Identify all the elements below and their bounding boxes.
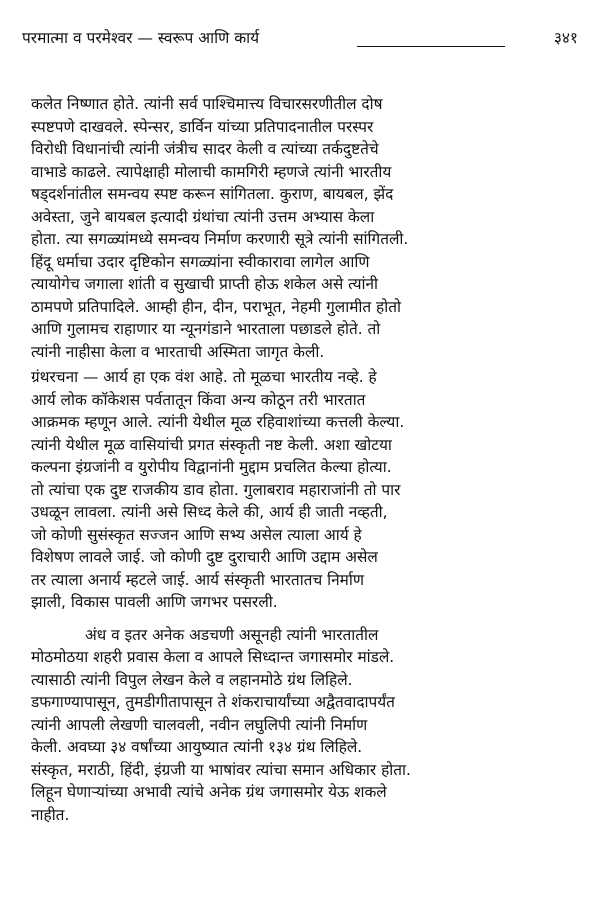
header-rule: [357, 46, 505, 47]
text-line: त्यांनी आपली लेखणी चालवली, नवीन लघुलिपी त्यांनी निर्माण: [31, 715, 368, 734]
text-line: जो कोणी सुसंस्कृत सज्जन आणि सभ्य असेल त्याला आर्य हे: [31, 525, 362, 544]
text-line: तो त्यांचा एक दुष्ट राजकीय डाव होता. गुलाबराव महाराजांनी तो पार: [31, 480, 401, 499]
text-line: आणि गुलामच राहाणार या न्यूनगंडाने भारताला पछाडले होते. तो: [31, 320, 381, 338]
text-line: तर त्याला अनार्य म्हटले जाई. आर्य संस्कृती भारतातच निर्माण: [31, 570, 364, 589]
text-line: विशेषण लावले जाई. जो कोणी दुष्ट दुराचारी आणि उद्दाम असेल: [31, 548, 378, 566]
text-line: अंध व इतर अनेक अडचणी असूनही त्यांनी भारतातील: [85, 625, 379, 644]
paragraph: [31, 366, 579, 614]
text-line: कलेत निष्णात होते. त्यांनी सर्व पाश्चिमात्त्य विचारसरणीतील दोष: [31, 95, 383, 113]
running-head: [22, 27, 578, 53]
text-line: झाली, विकास पावली आणि जगभर पसरली.: [31, 593, 278, 611]
text-line: आक्रमक म्हणून आले. त्यांनी येथील मूळ रहिवाशांच्या कत्तली केल्या.: [31, 413, 405, 431]
text-line: त्यासाठी त्यांनी विपुल लेखन केले व लहानमोठे ग्रंथ लिहिले.: [31, 670, 353, 689]
text-line: आर्य लोक कॉकेशस पर्वतातून किंवा अन्य कोठून तरी भारतात: [31, 390, 366, 409]
text-line: विरोधी विधानांची त्यांनी जंत्रीच सादर केली व त्यांच्या तर्कदुष्टतेचे: [31, 140, 379, 158]
text-line: केली. अवघ्या ३४ वर्षांच्या आयुष्यात त्यांनी १३४ ग्रंथ लिहिले.: [31, 738, 363, 756]
paragraph: [31, 93, 579, 363]
text-line: षड्दर्शनांतील समन्वय स्पष्ट करून सांगितला. कुराण, बायबल, झेंद: [31, 185, 394, 203]
text-line: कल्पना इंग्रजांनी व युरोपीय विद्वानांनी मुद्दाम प्रचलित केल्या होत्या.: [31, 458, 392, 476]
chapter-title: परमात्मा व परमेश्वर — स्वरूप आणि कार्य: [22, 29, 260, 47]
page-number: ३४१: [553, 29, 578, 47]
text-line: अवेस्ता, जुने बायबल इत्यादी ग्रंथांचा त्यांनी उत्तम अभ्यास केला: [31, 207, 375, 226]
body-text: [31, 93, 579, 826]
text-line: ग्रंथरचना — आर्य हा एक वंश आहे. तो मूळचा भारतीय नव्हे. हे: [31, 368, 377, 386]
paragraph-gap: [31, 614, 579, 624]
text-line: वाभाडे काढले. त्यापेक्षाही मोलाची कामगिरी म्हणजे त्यांनी भारतीय: [31, 162, 392, 181]
text-line: हिंदू धर्माचा उदार दृष्टिकोन सगळ्यांना स्वीकारावा लागेल आणि: [31, 252, 370, 271]
paragraph: [31, 624, 579, 827]
text-line: नाहीत.: [31, 805, 70, 824]
text-line: स्पष्टपणे दाखवले. स्पेन्सर, डार्विन यांच्या प्रतिपादनातील परस्पर: [31, 117, 374, 136]
text-line: संस्कृत, मराठी, हिंदी, इंग्रजी या भाषांवर त्यांचा समान अधिकार होता.: [31, 760, 411, 779]
text-line: होता. त्या सगळ्यांमध्ये समन्वय निर्माण करणारी सूत्रे त्यांनी सांगितली.: [31, 230, 409, 248]
text-line: त्यायोगेच जगाला शांती व सुखाची प्राप्ती होऊ शकेल असे त्यांनी: [31, 275, 379, 293]
text-line: त्यांनी नाहीसा केला व भारताची अस्मिता जागृत केली.: [31, 342, 325, 361]
text-line: लिहून घेणाऱ्यांच्या अभावी त्यांचे अनेक ग्रंथ जगासमोर येऊ शकले: [31, 783, 387, 801]
text-line: ठामपणे प्रतिपादिले. आम्ही हीन, दीन, पराभूत, नेहमी गुलामीत होतो: [31, 297, 401, 316]
text-line: डफगाण्यापासून, तुमडीगीतापासून ते शंकराचार्यांच्या अद्वैतवादापर्यंत: [31, 693, 395, 711]
text-line: उधळून लावला. त्यांनी असे सिध्द केले की, आर्य ही जाती नव्हती,: [31, 503, 388, 521]
text-line: मोठमोठया शहरी प्रवास केला व आपले सिध्दान्त जगासमोर मांडले.: [31, 648, 395, 666]
text-line: त्यांनी येथील मूळ वासियांची प्रगत संस्कृती नष्ट केली. अशा खोटया: [31, 435, 392, 454]
